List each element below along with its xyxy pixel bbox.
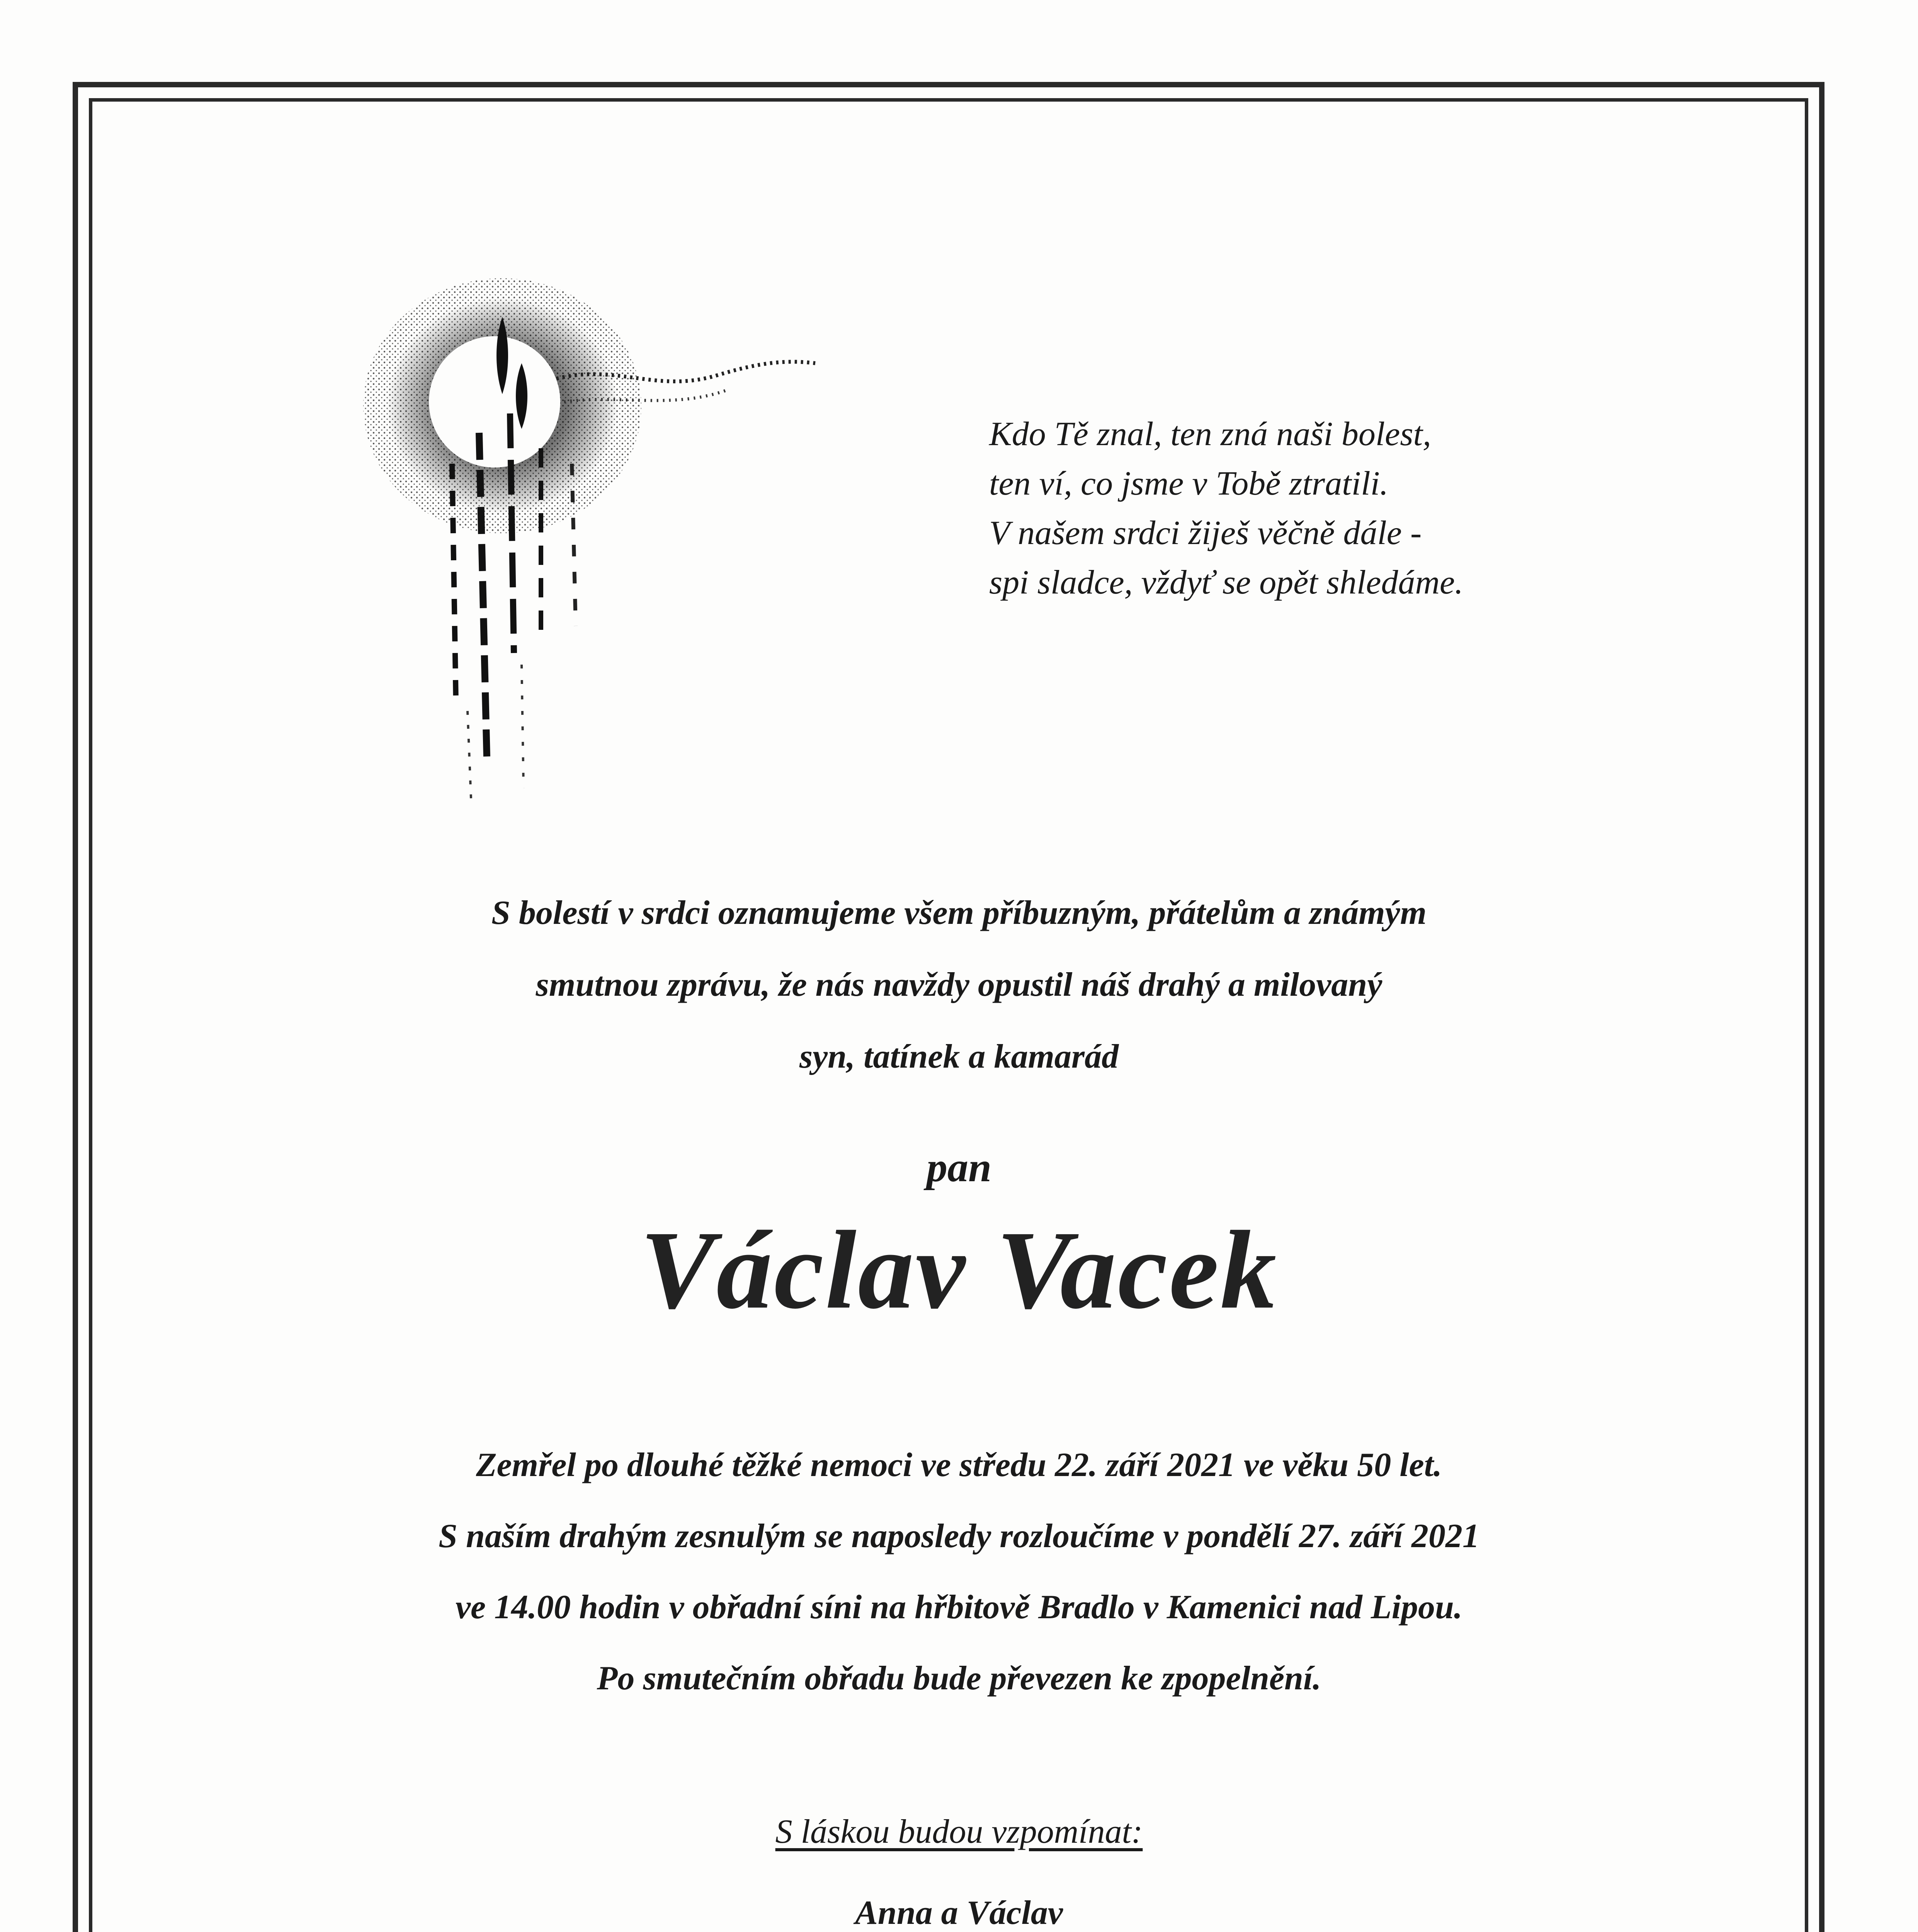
announcement-line: syn, tatínek a kamarád [799,1038,1119,1075]
announcement-line: S bolestí v srdci oznamujeme všem příbuzným, přátelům a známým [491,894,1427,932]
deceased-name: Václav Vacek [640,1208,1278,1332]
details-line: Po smutečním obřadu bude převezen ke zpopelnění. [597,1660,1321,1697]
details-line: ve 14.00 hodin v obřadní síni na hřbitově Bradlo v Kamenici nad Lipou. [455,1588,1462,1626]
poem-line: spi sladce, vždyť se opět shledáme. [989,564,1464,601]
poem-line: Kdo Tě znal, ten zná naši bolest, [989,415,1432,453]
deceased-title: pan [926,1145,992,1190]
announcement [0,877,1918,1093]
details-line: Zemřel po dlouhé těžké nemoci ve středu 22. září 2021 ve věku 50 let. [476,1446,1442,1484]
moon-candles-icon [340,247,842,815]
details-line: S naším drahým zesnulým se naposledy rozloučíme v pondělí 27. září 2021 [439,1517,1479,1555]
mourner-names: Anna a Václav [855,1894,1063,1932]
poem [989,410,1723,607]
announcement-line: smutnou zprávu, že nás navždy opustil náš drahý a milovaný [536,966,1382,1003]
mourners-heading: S láskou budou vzpomínat: [775,1813,1143,1850]
poem-line: V našem srdci žiješ věčně dále - [989,514,1422,552]
funeral-details [0,1430,1918,1714]
poem-line: ten ví, co jsme v Tobě ztratili. [989,465,1389,502]
